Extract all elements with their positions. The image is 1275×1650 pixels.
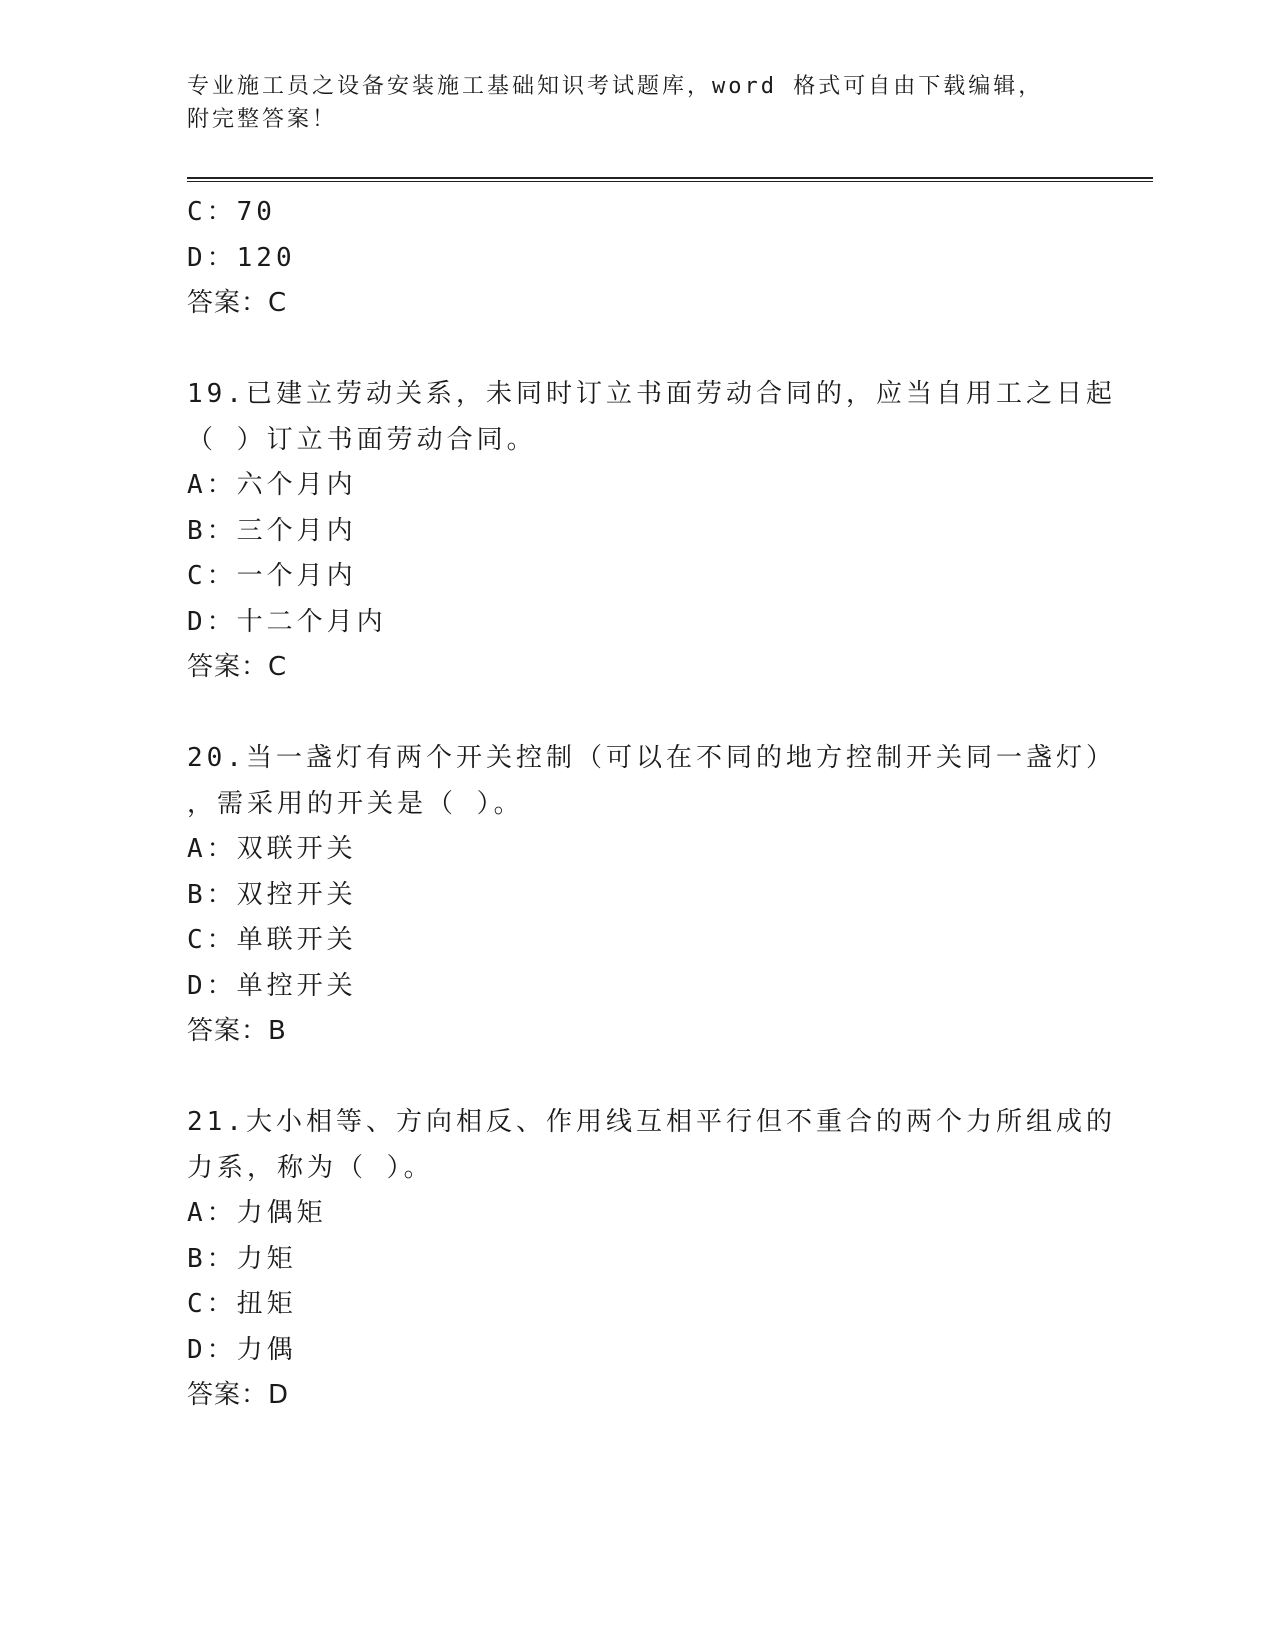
option-a: A：双联开关: [187, 834, 357, 864]
question-text: 20.当一盏灯有两个开关控制（可以在不同的地方控制开关同一盏灯）: [187, 743, 1116, 773]
question-text: （ ）订立书面劳动合同。: [187, 424, 537, 455]
spacer: [187, 691, 1087, 737]
question-text: 21.大小相等、方向相反、作用线互相平行但不重合的两个力所组成的: [187, 1107, 1116, 1137]
question-20: [187, 736, 1116, 1055]
option-a: A：力偶矩: [187, 1198, 327, 1228]
option-d: D：120: [187, 242, 296, 273]
option-c: C：扭矩: [187, 1289, 297, 1319]
header-divider: [187, 177, 1153, 182]
question-21: [187, 1100, 1116, 1419]
option-b: B：力矩: [187, 1243, 297, 1274]
question-text: 19.已建立劳动关系，未同时订立书面劳动合同的，应当自用工之日起: [187, 379, 1116, 409]
option-b: B：三个月内: [187, 515, 357, 546]
option-b: B：双控开关: [187, 879, 357, 910]
option-c: C：单联开关: [187, 925, 357, 955]
option-a: A：六个月内: [187, 470, 357, 500]
answer-line: 答案：C: [187, 288, 288, 318]
option-d: D：十二个月内: [187, 606, 387, 637]
question-content: [187, 190, 1116, 1419]
spacer: [187, 1055, 1087, 1101]
answer-line: 答案：B: [187, 1016, 287, 1046]
option-c: C：70: [187, 197, 276, 227]
question-text: 力系，称为（ ）。: [187, 1152, 434, 1183]
question-19: [187, 372, 1116, 691]
spacer: [187, 327, 1087, 373]
option-d: D：力偶: [187, 1334, 297, 1365]
document-header: 专业施工员之设备安装施工基础知识考试题库，word 格式可自由下载编辑，附完整答案！: [187, 74, 1044, 132]
option-c: C：一个月内: [187, 561, 357, 591]
question-text: ，需采用的开关是（ ）。: [187, 788, 524, 819]
answer-line: 答案：D: [187, 1380, 290, 1410]
option-d: D：单控开关: [187, 970, 357, 1001]
answer-line: 答案：C: [187, 652, 288, 682]
